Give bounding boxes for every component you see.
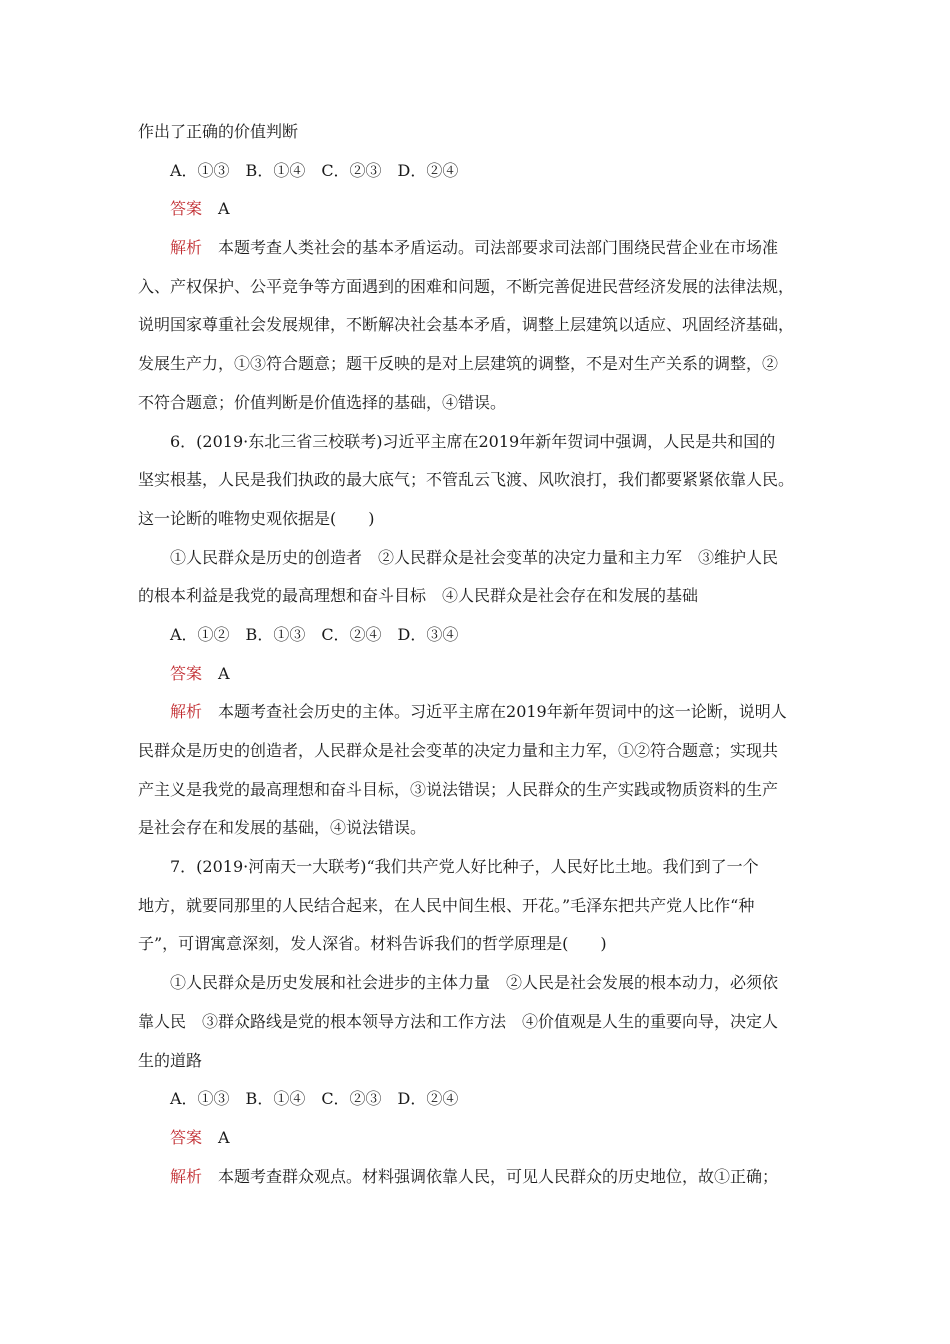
line-text: A．①③ B．①④ C．②③ D．②④	[170, 160, 459, 180]
document-page	[138, 122, 818, 1205]
text-line	[138, 973, 818, 992]
text-line	[138, 1128, 818, 1147]
text-line	[138, 1012, 818, 1031]
line-text: 作出了正确的价值判断	[138, 122, 299, 141]
line-text: 本题考查人类社会的基本矛盾运动。司法部要求司法部门围绕民营企业在市场准	[218, 238, 779, 258]
text-line	[138, 625, 818, 644]
text-line	[138, 509, 818, 528]
text-line	[138, 161, 818, 180]
line-text: 不符合题意；价值判断是价值选择的基础，④错误。	[138, 392, 507, 412]
line-text: A．①② B．①③ C．②④ D．③④	[170, 624, 459, 644]
answer-label: 解析	[170, 702, 203, 722]
line-text: 6．(2019·东北三省三校联考)习近平主席在2019年新年贺词中强调，人民是共和国的	[170, 431, 776, 451]
text-line	[138, 432, 818, 451]
text-line	[138, 1167, 818, 1186]
line-text: 子”，可谓寓意深刻，发人深省。材料告诉我们的哲学原理是( )	[138, 934, 607, 954]
text-line	[138, 393, 818, 412]
line-text: 地方，就要同那里的人民结合起来，在人民中间生根、开花。”毛泽东把共产党人比作“种	[138, 895, 755, 915]
text-line	[138, 277, 818, 296]
text-line	[138, 315, 818, 334]
text-line	[138, 238, 818, 257]
answer-label: 答案	[170, 663, 203, 683]
line-text: A	[218, 663, 230, 683]
text-line	[138, 1089, 818, 1108]
text-line	[138, 934, 818, 953]
answer-label: 答案	[170, 199, 203, 219]
line-text: A	[218, 1127, 230, 1147]
answer-label: 解析	[170, 238, 203, 258]
line-text: 这一论断的唯物史观依据是( )	[138, 508, 375, 528]
text-line	[138, 199, 818, 218]
line-text: 本题考查群众观点。材料强调依靠人民，可见人民群众的历史地位，故①正确；	[218, 1166, 779, 1186]
line-text: 的根本利益是我党的最高理想和奋斗目标 ④人民群众是社会存在和发展的基础	[138, 586, 699, 606]
line-text: 说明国家尊重社会发展规律，不断解决社会基本矛盾，调整上层建筑以适应、巩固经济基础，	[138, 315, 795, 335]
line-text: ①人民群众是历史发展和社会进步的主体力量 ②人民是社会发展的根本动力，必须依	[170, 973, 779, 993]
line-text: A．①③ B．①④ C．②③ D．②④	[170, 1089, 459, 1109]
answer-label: 解析	[170, 1166, 203, 1186]
text-line	[138, 122, 818, 141]
line-text: 发展生产力，①③符合题意；题干反映的是对上层建筑的调整，不是对生产关系的调整，②	[138, 354, 779, 374]
text-line	[138, 586, 818, 605]
text-line	[138, 702, 818, 721]
line-text: 7．(2019·河南天一大联考)“我们共产党人好比种子，人民好比土地。我们到了一个	[170, 857, 759, 877]
line-text: 民群众是历史的创造者，人民群众是社会变革的决定力量和主力军，①②符合题意；实现共	[138, 741, 779, 760]
answer-label: 答案	[170, 1127, 203, 1147]
line-text: 是社会存在和发展的基础，④说法错误。	[138, 818, 427, 838]
text-line	[138, 1051, 818, 1070]
line-text: A	[218, 199, 230, 219]
text-line	[138, 896, 818, 915]
line-text: 坚实根基，人民是我们执政的最大底气；不管乱云飞渡、风吹浪打，我们都要紧紧依靠人民。	[138, 470, 795, 490]
line-text: 入、产权保护、公平竞争等方面遇到的困难和问题，不断完善促进民营经济发展的法律法规，	[138, 276, 795, 296]
line-text: 生的道路	[138, 1050, 203, 1070]
text-line	[138, 470, 818, 489]
line-text: ①人民群众是历史的创造者 ②人民群众是社会变革的决定力量和主力军 ③维护人民	[170, 547, 779, 567]
text-line	[138, 664, 818, 683]
line-text: 本题考查社会历史的主体。习近平主席在2019年新年贺词中的这一论断，说明人	[218, 702, 787, 722]
text-line	[138, 780, 818, 799]
line-text: 产主义是我党的最高理想和奋斗目标，③说法错误；人民群众的生产实践或物质资料的生产	[138, 779, 779, 799]
text-line	[138, 354, 818, 373]
line-text: 靠人民 ③群众路线是党的根本领导方法和工作方法 ④价值观是人生的重要向导，决定人	[138, 1011, 779, 1031]
text-line	[138, 548, 818, 567]
text-line	[138, 857, 818, 876]
text-line	[138, 741, 818, 760]
text-line	[138, 818, 818, 837]
